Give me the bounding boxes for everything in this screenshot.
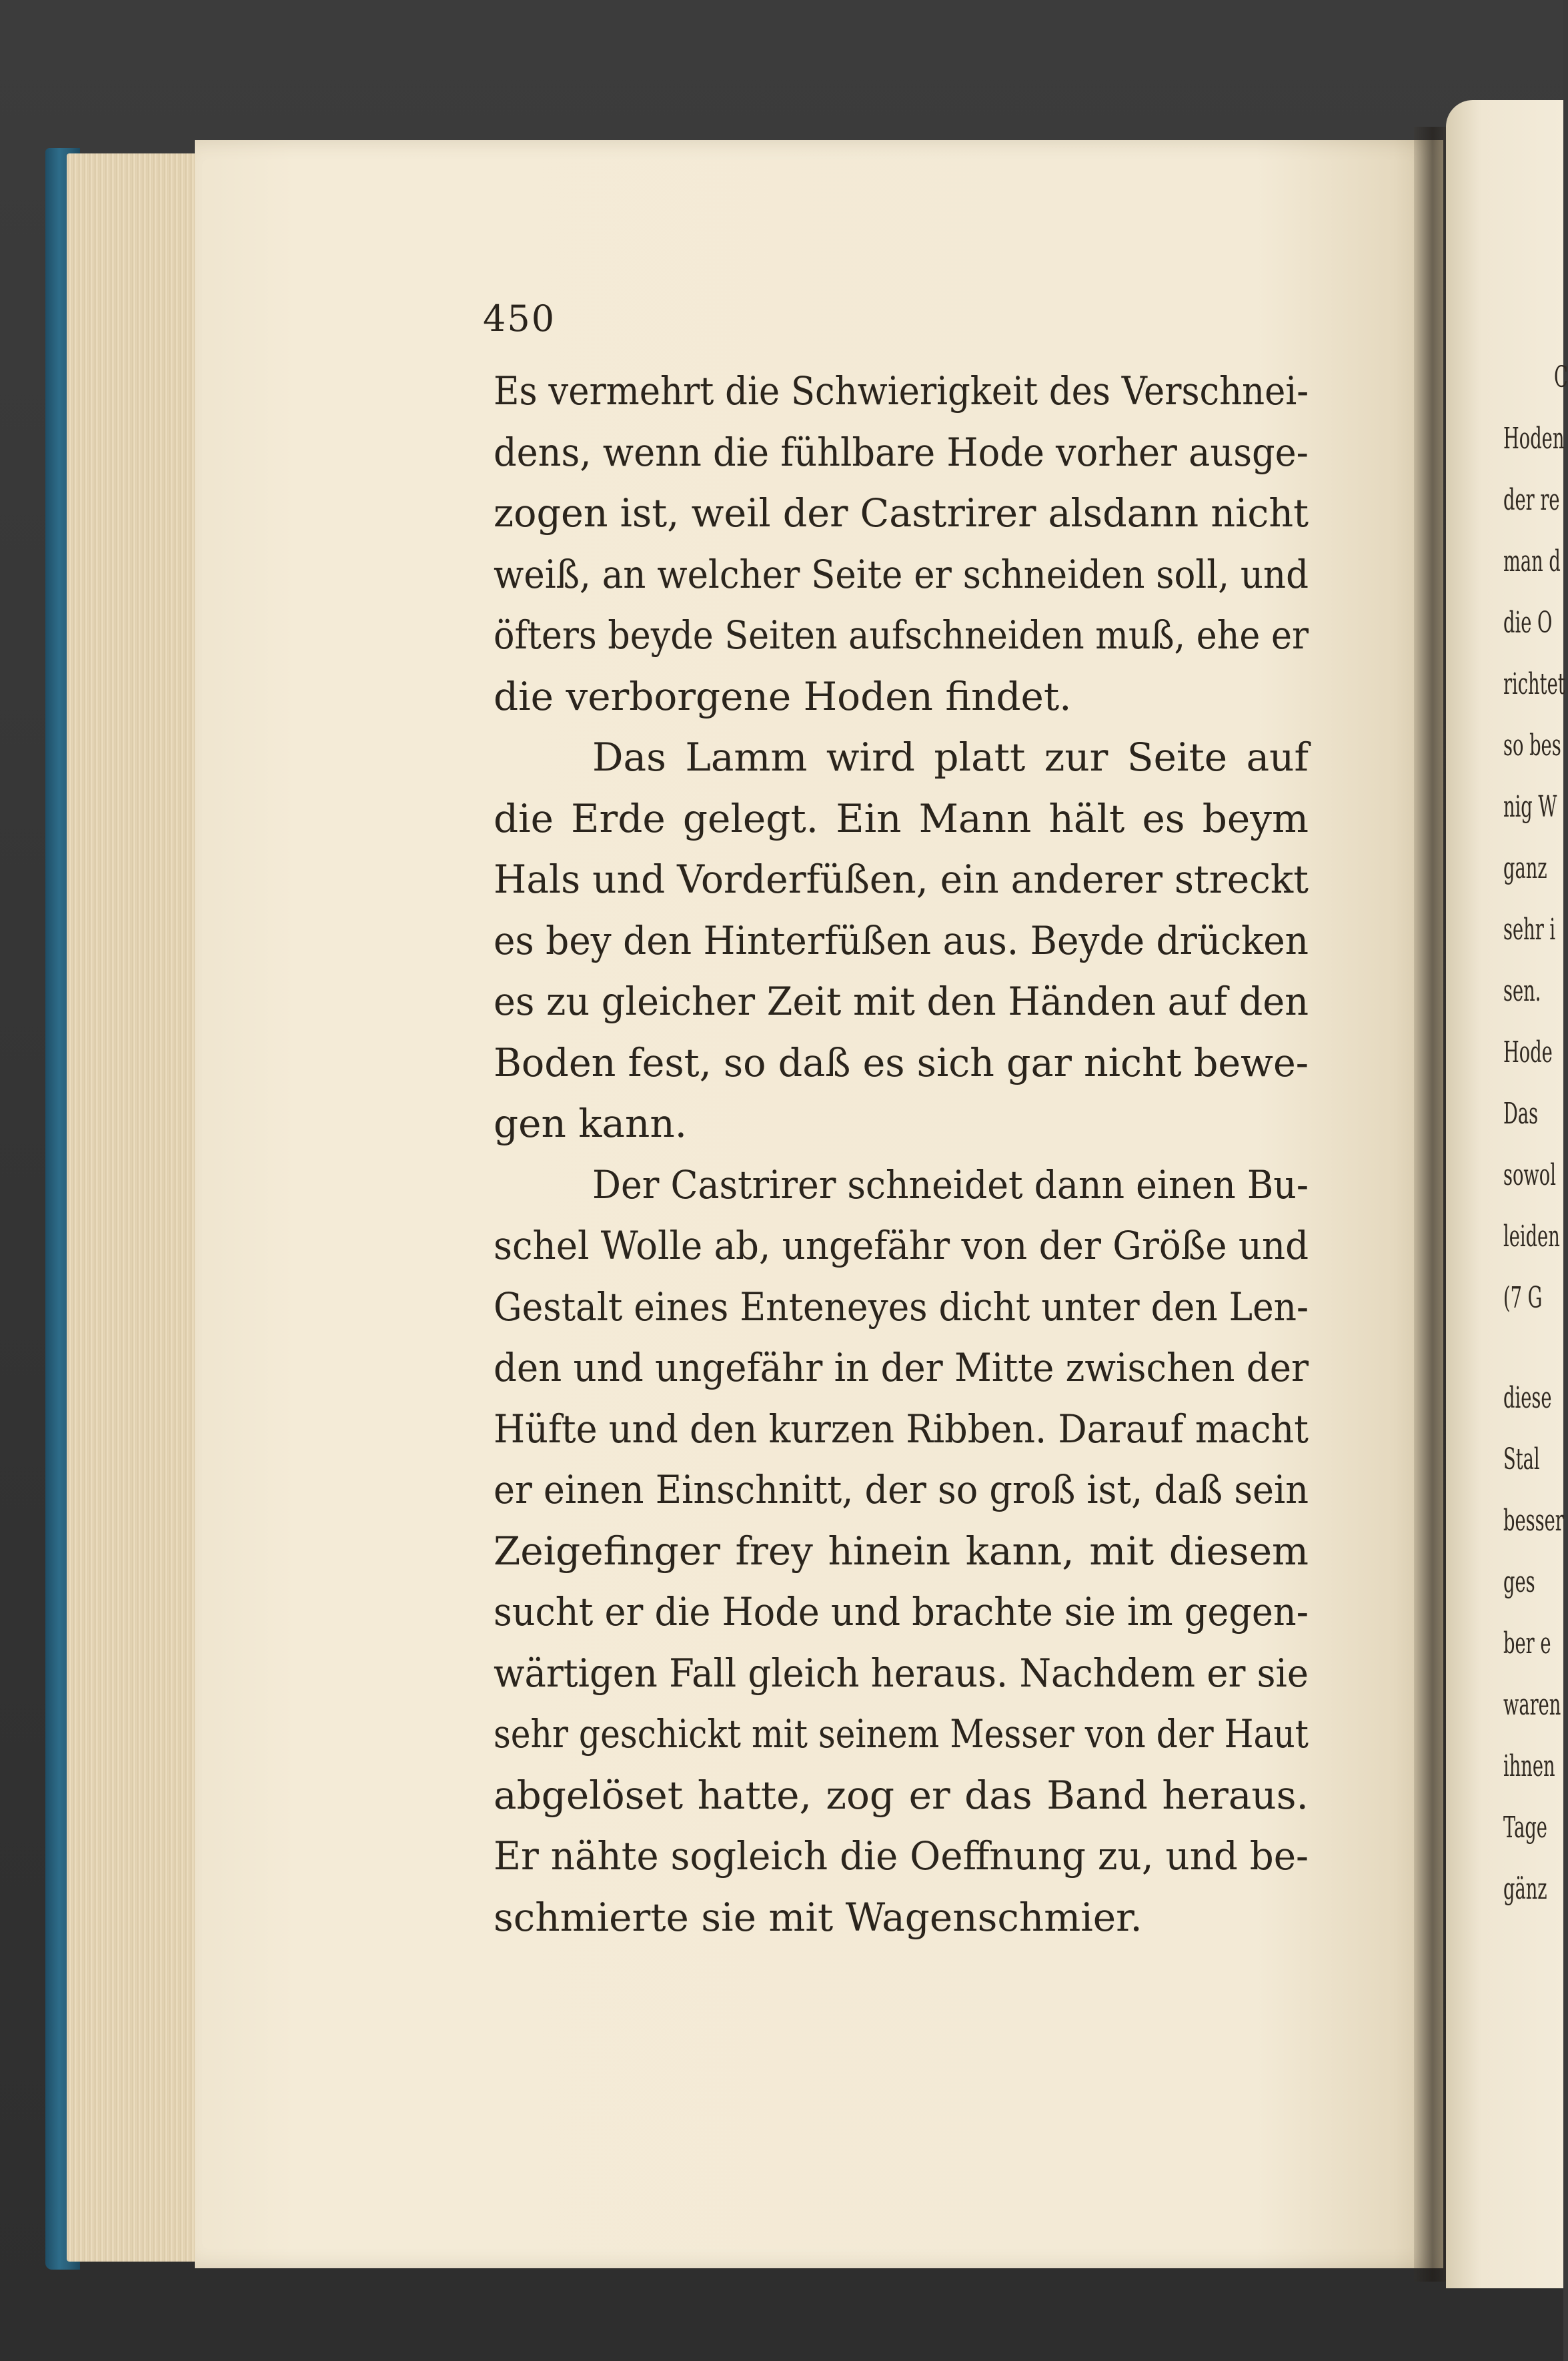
- facing-page-fragment: ihnen: [1503, 1749, 1555, 1783]
- facing-page-fragment: richtet: [1503, 667, 1565, 701]
- text-line: die Erde gelegt. Ein Mann hält es beym: [494, 795, 1309, 841]
- facing-page-fragment: ber e: [1503, 1626, 1551, 1661]
- text-line: dens, wenn die fühlbare Hode vorher ausge-: [494, 429, 1309, 475]
- facing-page-fragment: leiden: [1503, 1220, 1560, 1254]
- facing-page-fragment: waren: [1503, 1688, 1561, 1722]
- text-line: es zu gleicher Zeit mit den Händen auf den: [494, 979, 1309, 1024]
- page-block-edges: [67, 153, 200, 2262]
- text-line: gen kann.: [494, 1101, 688, 1146]
- text-line: Gestalt eines Enteneyes dicht unter den Len-: [494, 1284, 1309, 1330]
- text-line: schmierte sie mit Wagenschmier.: [494, 1894, 1142, 1940]
- text-line: Boden fest, so daß es sich gar nicht bewe-: [494, 1039, 1309, 1085]
- text-line: schel Wolle ab, ungefähr von der Größe und: [494, 1223, 1309, 1268]
- facing-page-fragment: der re: [1503, 483, 1560, 517]
- text-line: weiß, an welcher Seite er schneiden soll, und: [494, 551, 1309, 597]
- text-line: es bey den Hinterfüßen aus. Beyde drücken: [494, 917, 1309, 963]
- text-line: Zeigefinger frey hinein kann, mit diesem: [494, 1528, 1309, 1574]
- facing-page-fragment: (7 G: [1503, 1281, 1543, 1315]
- text-line: abgelöset hatte, zog er das Band heraus.: [494, 1772, 1309, 1818]
- facing-page-fragment: die O: [1503, 606, 1553, 640]
- text-line: wärtigen Fall gleich heraus. Nachdem er sie: [494, 1650, 1309, 1696]
- facing-page-fragment: Tage: [1503, 1811, 1547, 1845]
- facing-page-fragment: Stal: [1503, 1442, 1540, 1476]
- text-line: Er nähte sogleich die Oeffnung zu, und be-: [494, 1833, 1309, 1879]
- text-line: Hals und Vorderfüßen, ein anderer streckt: [494, 857, 1309, 902]
- text-line: Hüfte und den kurzen Ribben. Darauf macht: [494, 1406, 1309, 1452]
- page-number: 450: [483, 298, 556, 340]
- text-line: er einen Einschnitt, der so groß ist, daß sein: [494, 1467, 1309, 1512]
- facing-page-fragment: Hoden: [1503, 422, 1565, 456]
- facing-page-fragment: Hode: [1503, 1035, 1553, 1069]
- facing-page-fragment: ganz: [1503, 851, 1547, 885]
- facing-page-fragment: C: [1554, 360, 1568, 394]
- facing-page-fragment: sen.: [1503, 974, 1541, 1008]
- text-line: den und ungefähr in der Mitte zwischen der: [494, 1345, 1309, 1390]
- text-line: Der Castrirer schneidet dann einen Bu-: [592, 1161, 1309, 1208]
- text-line: Das Lamm wird platt zur Seite auf: [592, 735, 1309, 780]
- text-line: sucht er die Hode und brachte sie im gegen-: [494, 1589, 1309, 1634]
- text-line: zogen ist, weil der Castrirer alsdann nicht: [494, 490, 1309, 536]
- facing-page-fragment: man d: [1503, 544, 1561, 578]
- text-line: sehr geschickt mit seinem Messer von der Haut: [494, 1711, 1309, 1757]
- text-line: die verborgene Hoden findet.: [494, 673, 1072, 719]
- text-line: öfters beyde Seiten aufschneiden muß, ehe er: [494, 612, 1309, 658]
- facing-page-fragment: gänz: [1503, 1872, 1547, 1906]
- facing-page-fragment: diese: [1503, 1381, 1552, 1415]
- facing-page-fragment: nig W: [1503, 790, 1557, 824]
- facing-page-fragment: besser: [1503, 1504, 1564, 1538]
- facing-page-fragment: ges: [1503, 1565, 1535, 1599]
- text-line: Es vermehrt die Schwierigkeit des Verschnei-: [494, 368, 1309, 414]
- facing-page-fragment: sowol: [1503, 1158, 1556, 1192]
- facing-page-fragment: Das: [1503, 1097, 1539, 1131]
- facing-page-fragment: so bes: [1503, 729, 1561, 763]
- facing-page-fragment: sehr i: [1503, 913, 1556, 947]
